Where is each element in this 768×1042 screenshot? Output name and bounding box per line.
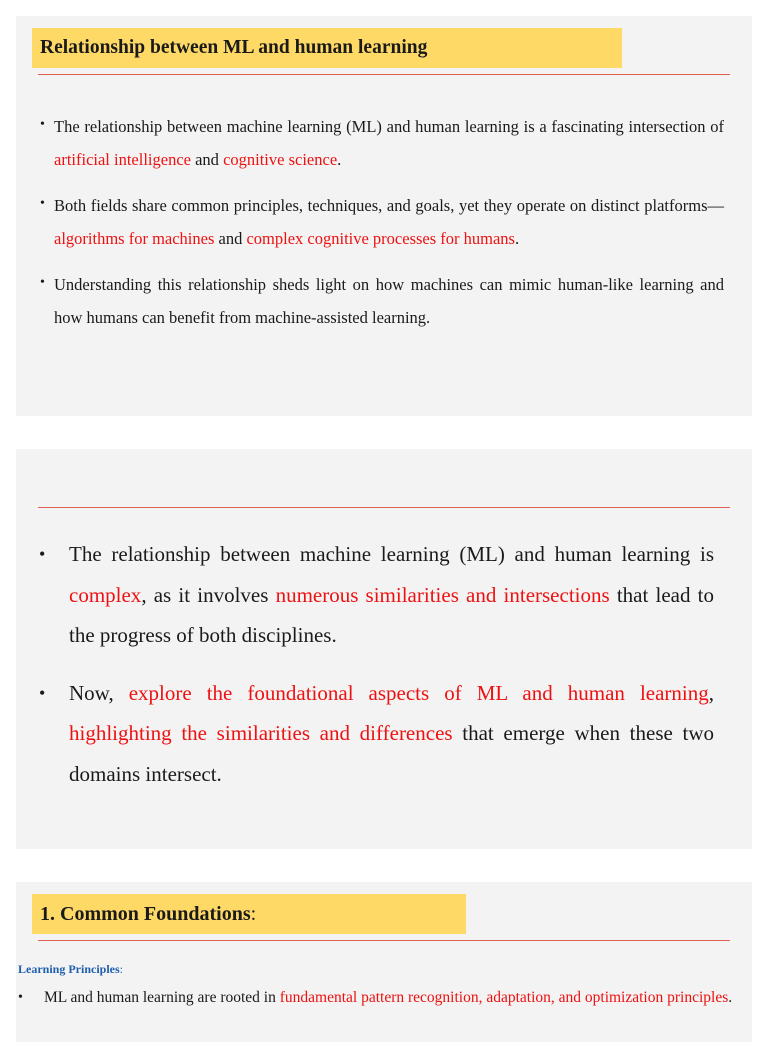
bullet-list [39, 534, 714, 811]
highlight-text: highlighting the similarities and differences [69, 721, 453, 745]
bullet-item [40, 110, 724, 176]
bullet-icon: • [18, 990, 23, 1005]
bullet-list [18, 985, 752, 1011]
bullet-text: Now, [69, 680, 129, 705]
slide-overview [16, 449, 752, 849]
subheading-text: Learning Principles [18, 962, 120, 976]
slide-title-text: Relationship between ML and human learning [40, 37, 428, 58]
bullet-text: that lead to the progress of both disciplines. [69, 582, 714, 647]
bullet-icon: • [40, 196, 45, 211]
bullet-item [39, 673, 714, 795]
highlight-text: complex [69, 582, 142, 607]
highlight-text: numerous similarities and intersections [275, 582, 610, 607]
bullet-text: Both fields share common principles, techniques, and goals, yet they operate on distinct platforms— [54, 196, 724, 215]
bullet-item [40, 189, 724, 255]
bullet-icon: • [39, 682, 46, 703]
title-colon: : [250, 902, 257, 925]
bullet-text: and [190, 150, 224, 169]
bullet-text: The relationship between machine learning (ML) and human learning is a fascinating intersection of [54, 117, 724, 136]
bullet-text: that emerge when these two domains intersect. [69, 721, 714, 786]
bullet-item [18, 985, 752, 1011]
slide-title-text: 1. Common Foundations [40, 902, 251, 925]
subheading-colon: : [119, 962, 124, 976]
slide-title [32, 28, 622, 68]
highlight-text: algorithms for machines [54, 229, 215, 248]
bullet-icon: • [40, 275, 45, 290]
bullet-icon: • [39, 544, 46, 564]
bullet-text: ML and human learning are rooted in [44, 989, 280, 1006]
title-divider [38, 74, 730, 75]
highlight-text: complex cognitive processes for humans [246, 229, 515, 248]
title-divider [38, 940, 730, 941]
bullet-text: Understanding this relationship sheds light on how machines can mimic human-like learning and how humans can benefit from machine-assisted learning. [54, 275, 724, 327]
bullet-item [40, 268, 724, 334]
bullet-text: . [337, 150, 342, 169]
bullet-item [39, 534, 714, 656]
bullet-text: . [728, 989, 733, 1006]
highlight-text: artificial intelligence [54, 150, 191, 169]
bullet-text: The relationship between machine learning (ML) and human learning is [69, 542, 714, 566]
bullet-text: . [514, 229, 520, 248]
bullet-text: , [708, 680, 714, 705]
slide-title [32, 894, 466, 934]
title-divider [38, 507, 730, 508]
slide-common-foundations [16, 882, 752, 1042]
highlight-text: fundamental pattern recognition, adaptation, and optimization principles [279, 989, 729, 1006]
slide-relationship [16, 16, 752, 416]
bullet-text: and [214, 229, 247, 248]
bullet-icon: • [40, 117, 45, 132]
highlight-text: explore the foundational aspects of ML and human learning [128, 680, 709, 705]
section-subheading [18, 962, 123, 977]
bullet-text: , as it involves [141, 582, 276, 607]
bullet-list [40, 110, 724, 347]
highlight-text: cognitive science [223, 150, 338, 169]
